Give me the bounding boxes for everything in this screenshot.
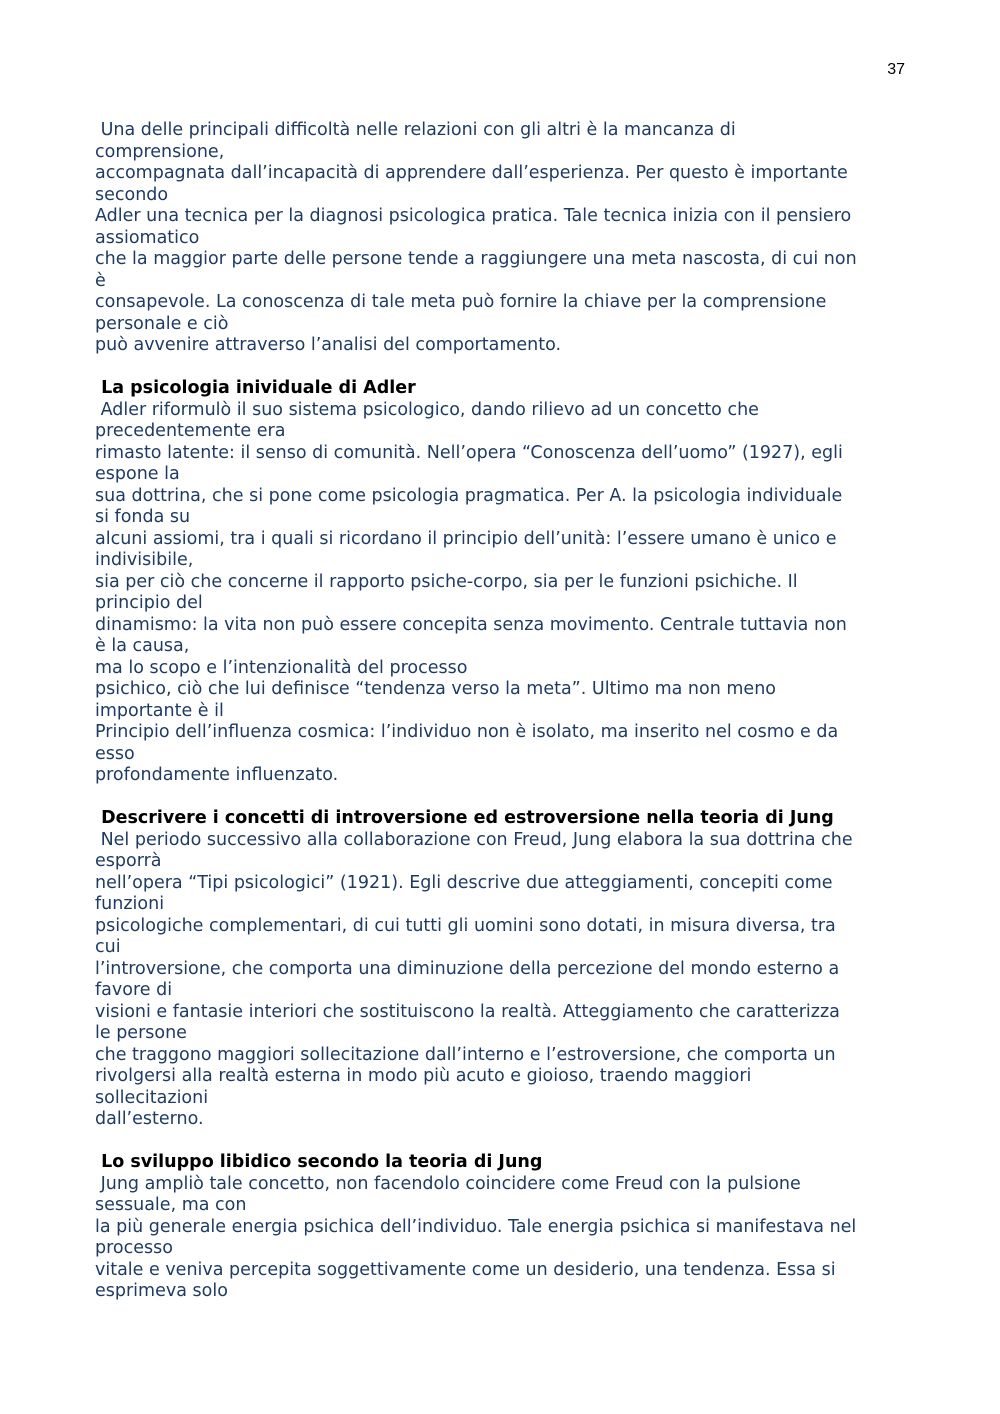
paragraph-line: si fonda su bbox=[95, 507, 191, 527]
paragraph-line: favore di bbox=[95, 980, 173, 1000]
paragraph-line: dinamismo: la vita non può essere concepita senza movimento. Centrale tuttavia non bbox=[95, 614, 847, 635]
paragraph-line: ma lo scopo e l’intenzionalità del processo bbox=[95, 657, 468, 678]
paragraph-line: che la maggior parte delle persone tende a raggiungere una meta nascosta, di cui non bbox=[95, 249, 857, 269]
paragraph-line: visioni e fantasie interiori che sostituiscono la realtà. Atteggiamento che caratterizza bbox=[95, 1001, 840, 1022]
paragraph-line: espone la bbox=[95, 464, 180, 484]
paragraph-line: principio del bbox=[95, 593, 203, 613]
section-heading: Descrivere i concetti di introversione ed estroversione nella teoria di Jung bbox=[95, 808, 834, 828]
paragraph-line: esporrà bbox=[95, 851, 162, 871]
paragraph-line: Principio dell’influenza cosmica: l’individuo non è isolato, ma inserito nel cosmo e da bbox=[95, 722, 839, 742]
paragraph-line: rivolgersi alla realtà esterna in modo più acuto e gioioso, traendo maggiori bbox=[95, 1066, 752, 1086]
paragraph-line: rimasto latente: il senso di comunità. Nell’opera “Conoscenza dell’uomo” (1927), egli bbox=[95, 442, 843, 463]
paragraph-line: indivisibile, bbox=[95, 550, 194, 570]
paragraph-line: dall’esterno. bbox=[95, 1109, 204, 1129]
paragraph-line: esso bbox=[95, 743, 135, 764]
paragraph-line: funzioni bbox=[95, 894, 165, 914]
paragraph-line: che traggono maggiori sollecitazione dall’interno e l’estroversione, che comporta un bbox=[95, 1044, 836, 1065]
paragraph-line: precedentemente era bbox=[95, 421, 286, 441]
paragraph-line: può avvenire attraverso l’analisi del comportamento. bbox=[95, 335, 562, 355]
paragraph-line: processo bbox=[95, 1238, 173, 1258]
paragraph-line: accompagnata dall’incapacità di apprendere dall’esperienza. Per questo è importante bbox=[95, 163, 848, 183]
paragraph-line: sua dottrina, che si pone come psicologia pragmatica. Per A. la psicologia individuale bbox=[95, 485, 843, 506]
page-number: 37 bbox=[887, 61, 905, 78]
paragraph-line: Adler una tecnica per la diagnosi psicologica pratica. Tale tecnica inizia con il pensiero bbox=[95, 206, 852, 226]
section-adler bbox=[95, 378, 910, 787]
paragraph-line: l’introversione, che comporta una diminuzione della percezione del mondo esterno a bbox=[95, 958, 840, 979]
section-heading: Lo sviluppo libidico secondo la teoria di Jung bbox=[95, 1152, 543, 1172]
paragraph-line: cui bbox=[95, 937, 121, 957]
paragraph-line: Jung ampliò tale concetto, non facendolo coincidere come Freud con la pulsione bbox=[95, 1173, 801, 1194]
paragraph-line: secondo bbox=[95, 184, 169, 205]
paragraph-line: consapevole. La conoscenza di tale meta può fornire la chiave per la comprensione bbox=[95, 292, 827, 312]
paragraph-line: nell’opera “Tipi psicologici” (1921). Egli descrive due atteggiamenti, concepiti come bbox=[95, 872, 833, 893]
paragraph-line: psicologiche complementari, di cui tutti gli uomini sono dotati, in misura diversa, tra bbox=[95, 915, 836, 936]
paragraph-line: sollecitazioni bbox=[95, 1087, 209, 1108]
paragraph-line: comprensione, bbox=[95, 141, 225, 162]
paragraph-line: psichico, ciò che lui definisce “tendenza verso la meta”. Ultimo ma non meno bbox=[95, 679, 776, 699]
paragraph-line: sia per ciò che concerne il rapporto psiche-corpo, sia per le funzioni psichiche. Il bbox=[95, 571, 798, 592]
paragraph-line: Adler riformulò il suo sistema psicologico, dando rilievo ad un concetto che bbox=[95, 399, 759, 420]
paragraph-line: alcuni assiomi, tra i quali si ricordano il principio dell’unità: l’essere umano è unico e bbox=[95, 528, 837, 549]
paragraph-line: esprimeva solo bbox=[95, 1281, 228, 1301]
paragraph-line: le persone bbox=[95, 1023, 187, 1043]
document-body bbox=[95, 120, 910, 1303]
paragraph-line: profondamente influenzato. bbox=[95, 765, 339, 785]
paragraph-line: personale e ciò bbox=[95, 313, 229, 334]
section-intro bbox=[95, 120, 910, 357]
section-jung-libido bbox=[95, 1152, 910, 1303]
paragraph-line: la più generale energia psichica dell’individuo. Tale energia psichica si manifestava nel bbox=[95, 1216, 857, 1237]
section-heading: La psicologia inividuale di Adler bbox=[95, 378, 416, 398]
paragraph-line: vitale e veniva percepita soggettivamente come un desiderio, una tendenza. Essa si bbox=[95, 1259, 836, 1280]
paragraph-line: è la causa, bbox=[95, 636, 190, 656]
paragraph-line: Nel periodo successivo alla collaborazione con Freud, Jung elabora la sua dottrina che bbox=[95, 829, 853, 850]
paragraph-line: importante è il bbox=[95, 700, 224, 721]
paragraph-line: assiomatico bbox=[95, 227, 200, 248]
section-jung-introversion bbox=[95, 808, 910, 1131]
paragraph-line: è bbox=[95, 270, 106, 291]
paragraph-line: Una delle principali difficoltà nelle relazioni con gli altri è la mancanza di bbox=[95, 120, 736, 140]
paragraph-line: sessuale, ma con bbox=[95, 1195, 247, 1215]
